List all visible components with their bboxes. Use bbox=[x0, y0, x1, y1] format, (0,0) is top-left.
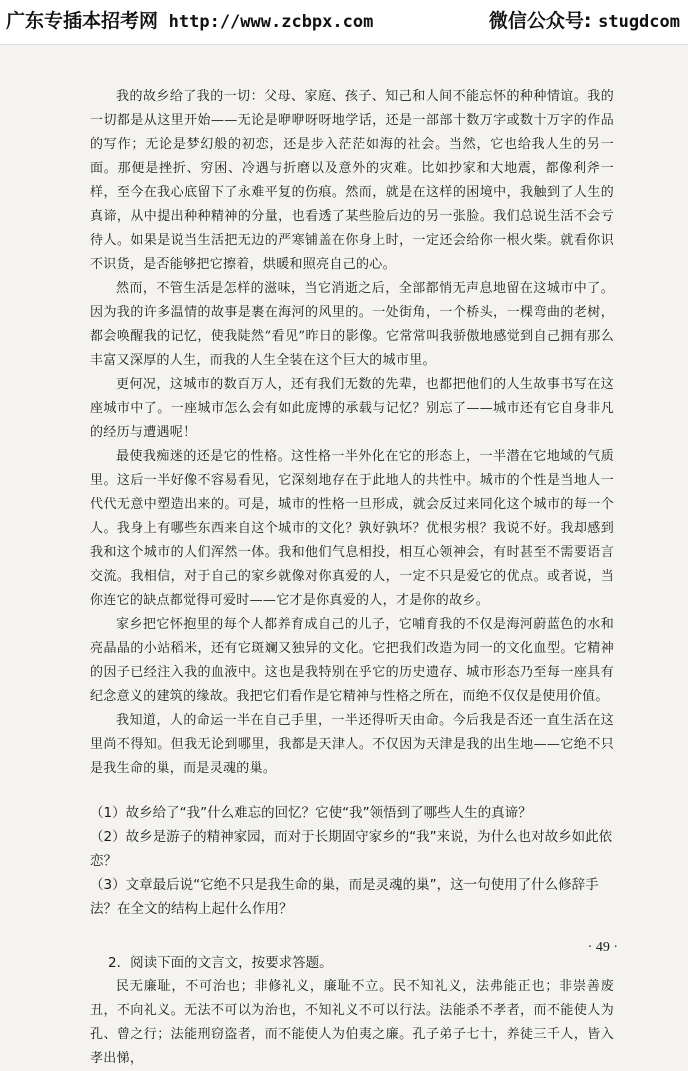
passage-paragraph-5: 家乡把它怀抱里的每个人都养育成自己的儿子，它哺育我的不仅是海河蔚蓝色的水和亮晶晶的小站稻米，还有它斑斓又独异的文化。它把我们改造为同一的文化血型。它精神的因子已经注入我的血液中。这也是我特别在乎它的历史遗存、城市形态乃至每一座具有纪念意义的建筑的缘故。我把它们看作是它精神与性格之所在，而绝不仅仅是使用价值。 bbox=[90, 617, 614, 704]
passage-paragraph-1: 我的故乡给了我的一切：父母、家庭、孩子、知己和人间不能忘怀的种种情谊。我的一切都是从这里开始——无论是咿咿呀呀地学话，还是一部部十数万字或数十万字的作品的写作；无论是梦幻般的初恋，还是步入茫茫如海的社会。当然，它也给我人生的另一面。那便是挫折、穷困、冷遇与折磨以及意外的灾难。比如抄家和大地震，都像利斧一样，至今在我心底留下了永难平复的伤痕。然而，就是在这样的困境中，我触到了人生的真谛，从中提出种种精神的分量，也看透了某些脸后边的另一张脸。我们总说生活不会亏待人。如果是说当生活把无边的严寒铺盖在你身上时，一定还会给你一根火柴。就看你识不识货，是否能够把它擦着，烘暖和照亮自己的心。 bbox=[90, 89, 614, 272]
wechat-label: 微信公众号: bbox=[488, 10, 592, 32]
page-number: · 49 · bbox=[587, 940, 618, 955]
question-3: （3）文章最后说“它绝不只是我生命的巢，而是灵魂的巢”，这一句使用了什么修辞手法？在全文的结构上起什么作用？ bbox=[90, 877, 599, 917]
passage-paragraph-4: 最使我痴迷的还是它的性格。这性格一半外化在它的形态上，一半潜在它地域的气质里。这后一半好像不容易看见，它深刻地存在于此地人的共性中。城市的个性是当地人一代代无意中塑造出来的。可是，城市的性格一旦形成，就会反过来同化这个城市的每一个人。我身上有哪些东西来自这个城市的文化？孰好孰坏？优根劣根？我说不好。我却感到我和这个城市的人们浑然一体。我和他们气息相投，相互心领神会，有时甚至不需要语言交流。我相信，对于自己的家乡就像对你真爱的人，一定不只是爱它的优点。或者说，当你连它的缺点都觉得可爱时——它才是你真爱的人，才是你的故乡。 bbox=[90, 449, 614, 608]
section-2-text: 民无廉耻，不可治也；非修礼义，廉耻不立。民不知礼义，法弗能正也；非崇善废丑，不向礼义。无法不可以为治也，不知礼义不可以行法。法能杀不孝者，而不能使人为孔、曾之行；法能刑窃盗者，而不能使人为伯夷之廉。孔子弟子七十，养徒三千人，皆入孝出悌， bbox=[90, 979, 614, 1066]
site-url-link[interactable]: http://www.zcbpx.com bbox=[168, 12, 374, 32]
document-body bbox=[90, 85, 614, 1071]
question-2: （2）故乡是游子的精神家园，而对于长期固守家乡的“我”来说，为什么也对故乡如此依恋？ bbox=[90, 829, 613, 869]
spacer bbox=[90, 921, 614, 951]
site-name: 广东专插本招考网 bbox=[6, 10, 159, 32]
passage-paragraph-2: 然而，不管生活是怎样的滋味，当它消逝之后，全部都悄无声息地留在这城市中了。因为我的许多温情的故事是裹在海河的风里的。一处街角，一个桥头，一棵弯曲的老树，都会唤醒我的记忆，使我陡然“看见”昨日的影像。它常常叫我骄傲地感觉到自己拥有那么丰富又深厚的人生，而我的人生全装在这个巨大的城市里。 bbox=[90, 281, 614, 368]
passage-paragraph-6: 我知道，人的命运一半在自己手里，一半还得听天由命。今后我是否还一直生活在这里尚不得知。但我无论到哪里，我都是天津人。不仅因为天津是我的出生地——它绝不只是我生命的巢，而是灵魂的巢。 bbox=[90, 713, 614, 776]
spacer bbox=[90, 781, 614, 801]
banner-wechat-info bbox=[489, 6, 680, 33]
section-2-title: 2．阅读下面的文言文，按要求答题。 bbox=[108, 955, 333, 971]
wechat-id: stugdcom bbox=[598, 12, 680, 32]
site-banner bbox=[0, 0, 688, 45]
question-1: （1）故乡给了“我”什么难忘的回忆？它使“我”领悟到了哪些人生的真谛？ bbox=[90, 805, 532, 821]
passage-paragraph-3: 更何况，这城市的数百万人，还有我们无数的先辈，也都把他们的人生故事书写在这座城市中了。一座城市怎么会有如此庞博的承载与记忆？别忘了——城市还有它自身非凡的经历与遭遇呢！ bbox=[90, 377, 614, 440]
banner-site-info bbox=[6, 6, 373, 33]
